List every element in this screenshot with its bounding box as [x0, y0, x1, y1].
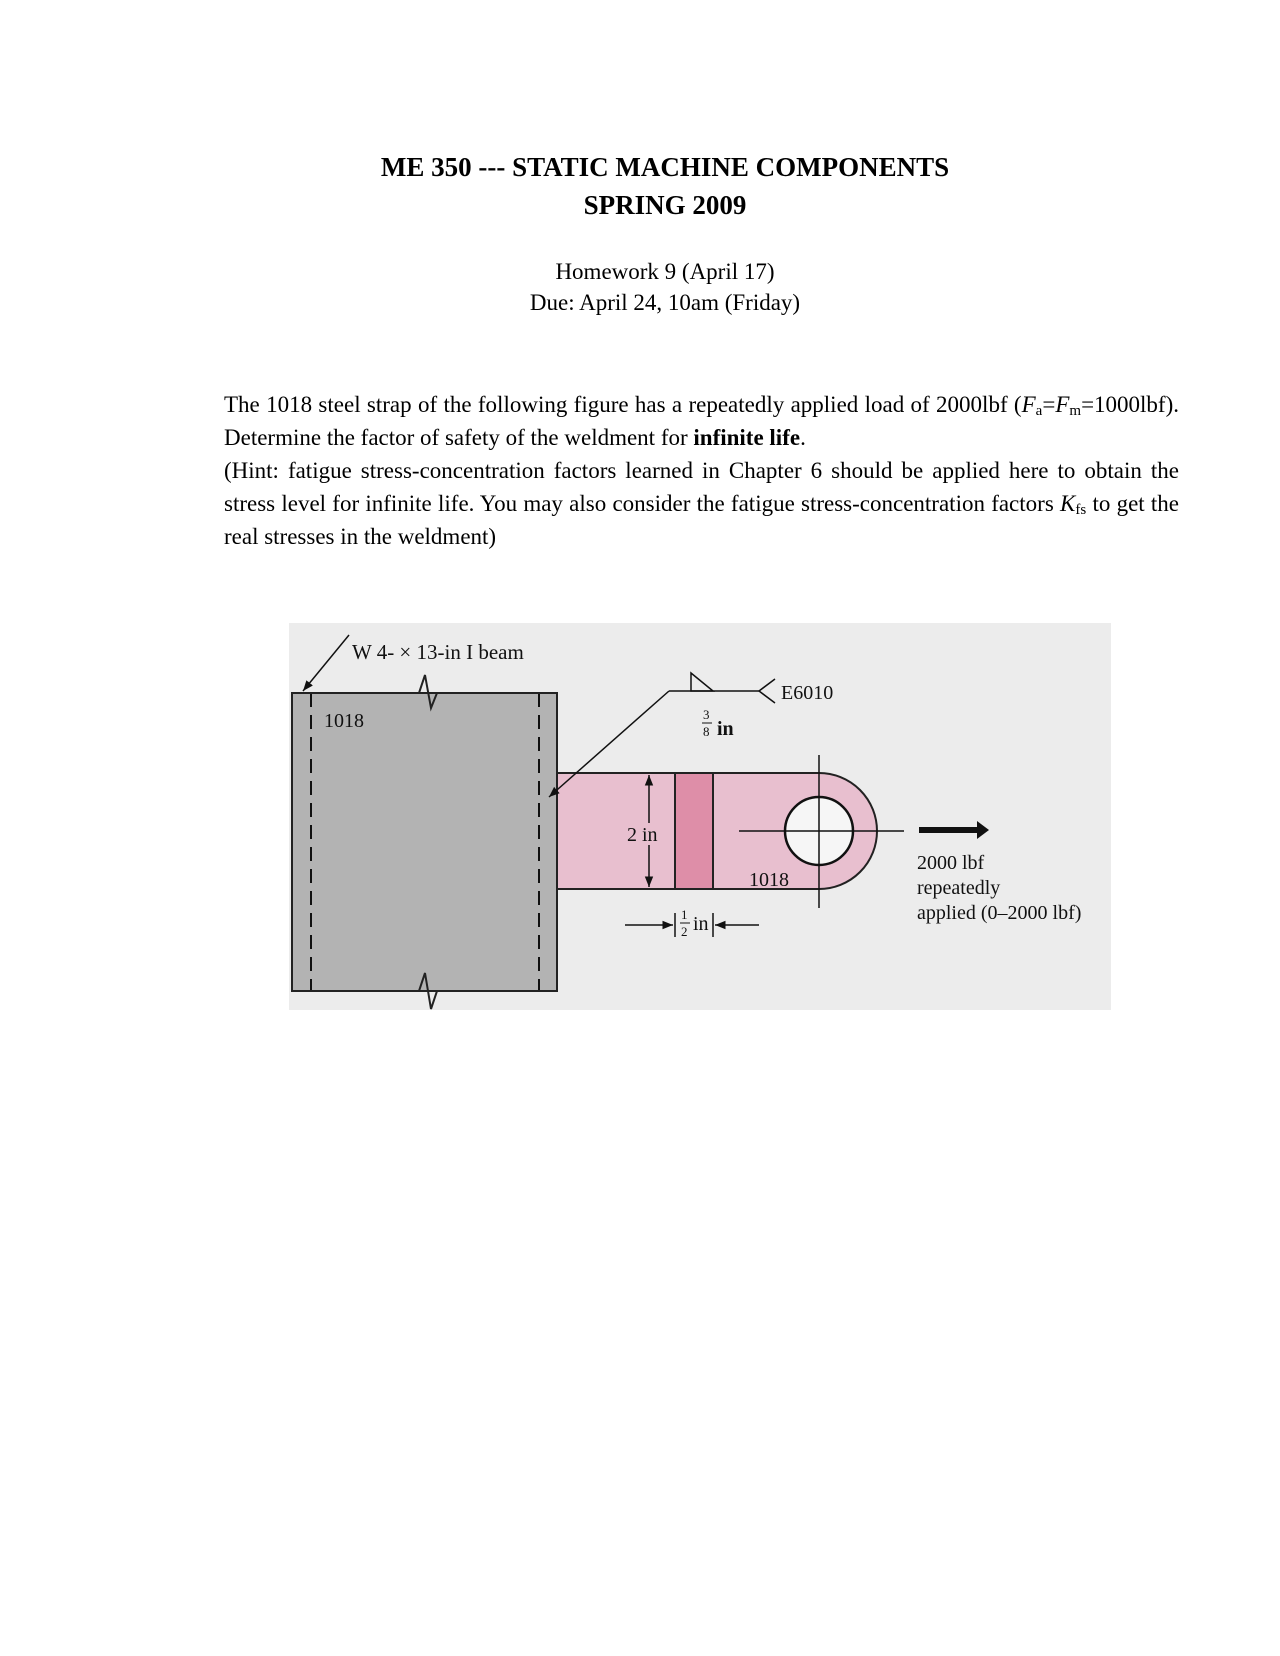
- subscript-a: a: [1035, 403, 1043, 419]
- problem-statement: [224, 388, 1179, 553]
- hint-paragraph: [224, 454, 1179, 553]
- gap-fraction-denominator: 2: [681, 924, 688, 939]
- gap-unit: in: [693, 913, 709, 935]
- force-symbol: F: [1055, 392, 1070, 417]
- strap-material-label: 1018: [749, 869, 789, 891]
- width-dimension-label: 2 in: [627, 824, 658, 846]
- equals-sign: =: [1042, 392, 1056, 417]
- k-symbol: K: [1060, 491, 1076, 516]
- problem-text: =1000lbf). Determine the factor of safety of the weldment for: [224, 392, 1179, 450]
- weld-fraction-denominator: 8: [703, 724, 710, 739]
- course-term: SPRING 2009: [583, 190, 747, 220]
- weld-fraction-numerator: 3: [703, 707, 710, 722]
- subscript-fs: fs: [1075, 502, 1087, 518]
- weldment-diagram: [289, 623, 1111, 1010]
- course-title: ME 350 --- STATIC MACHINE COMPONENTS: [380, 152, 950, 182]
- hint-text: to get the real stresses in the weldment): [224, 491, 1179, 549]
- due-date: Due: April 24, 10am (Friday): [529, 290, 801, 315]
- problem-text: The 1018 steel strap of the following figure has a repeatedly applied load of 2000lbf (: [224, 392, 1022, 417]
- weldment-figure: [289, 623, 1111, 1010]
- load-label-line-1: 2000 lbf: [917, 852, 985, 874]
- weld-bead: [675, 773, 713, 889]
- i-beam: [292, 693, 557, 991]
- emphasis-infinite-life: infinite life: [693, 425, 801, 450]
- hint-text: (Hint: fatigue stress-concentration factors learned in Chapter 6 should be applied here to obtain the stress level for infinite life. You may also consider the fatigue stress-concentration factors: [224, 458, 1179, 516]
- force-symbol: F: [1021, 392, 1036, 417]
- subscript-m: m: [1069, 403, 1082, 419]
- beam-material-label: 1018: [324, 710, 364, 732]
- electrode-label: E6010: [781, 682, 834, 704]
- beam-label: W 4- × 13-in I beam: [352, 640, 524, 664]
- load-label-line-3: applied (0–2000 lbf): [917, 902, 1082, 924]
- weld-size-unit: in: [717, 718, 734, 740]
- problem-paragraph: [224, 388, 1179, 454]
- gap-fraction-numerator: 1: [681, 907, 688, 922]
- homework-label: Homework 9 (April 17): [555, 259, 775, 284]
- problem-text: .: [800, 425, 806, 450]
- load-label-line-2: repeatedly: [917, 877, 1001, 899]
